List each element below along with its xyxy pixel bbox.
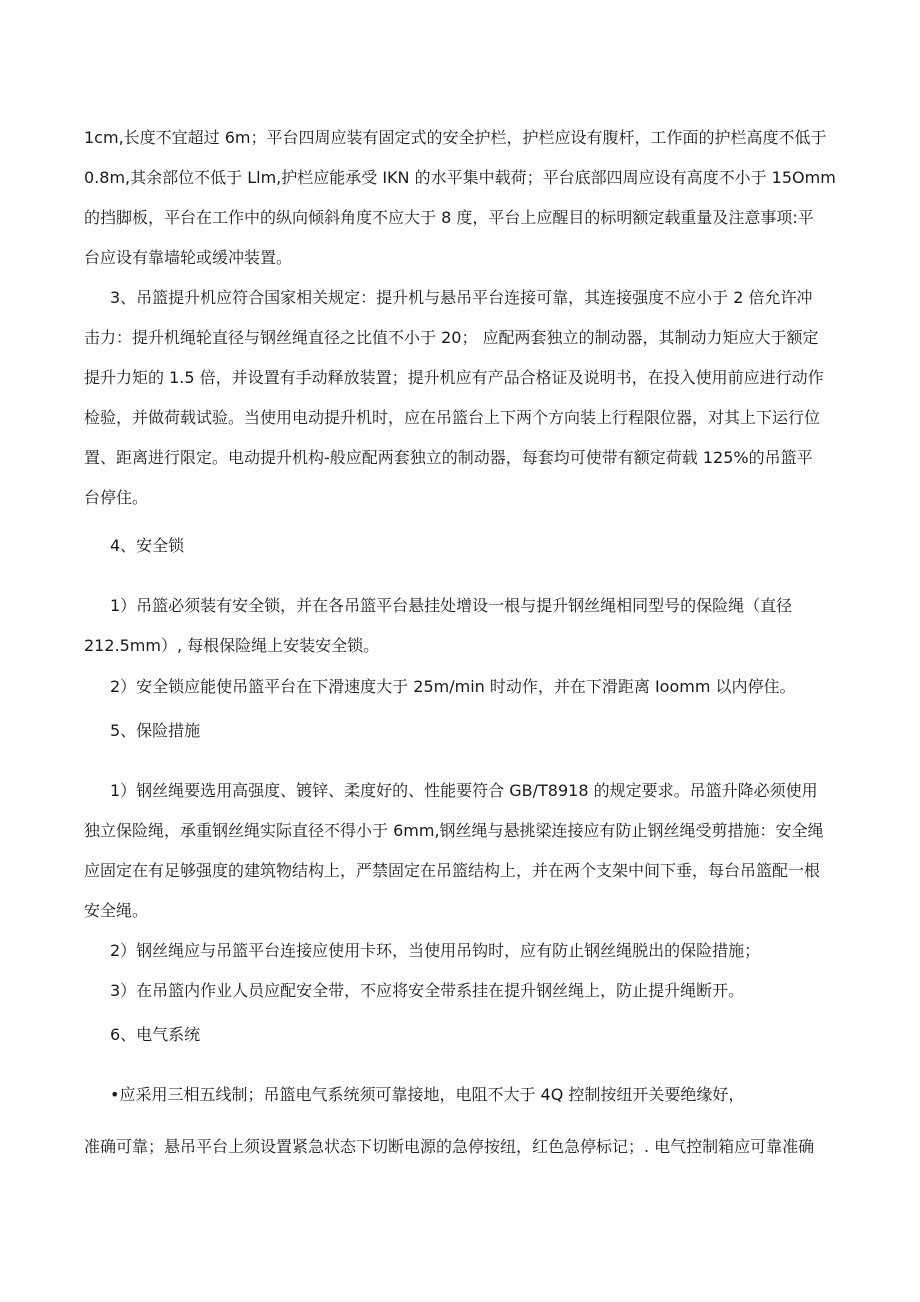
text-line: 0.8m,其余部位不低于 Llm,护栏应能承受 IKN 的水平集中载荷；平台底部四周应设有高度不小于 15Omm [84, 168, 836, 187]
list-item-5-1: 1）钢丝绳要选用高强度、镀锌、柔度好的、性能要符合 GB/T8918 的规定要求。吊篮升降必须使用 [110, 781, 818, 800]
list-item-5-2: 2）钢丝绳应与吊篮平台连接应使用卡环，当使用吊钩时，应有防止钢丝绳脱出的保险措施； [110, 941, 761, 960]
section-heading-4: 4、安全锁 [110, 536, 185, 555]
text-line: 应固定在有足够强度的建筑物结构上，严禁固定在吊篮结构上，并在两个支架中间下垂，每台吊篮配一根 [84, 861, 821, 880]
text-line: 1cm,长度不宜超过 6m；平台四周应装有固定式的安全护栏，护栏应设有腹杆，工作面的护栏高度不低于 [84, 128, 827, 147]
list-item-4-2: 2）安全锁应能使吊篮平台在下滑速度大于 25m∕min 时动作，并在下滑距离 Ioomm 以内停住。 [110, 677, 796, 696]
text-line: 置、距离进行限定。电动提升机构-般应配两套独立的制动器，每套均可使带有额定荷载 125%的吊篮平 [84, 448, 813, 467]
text-line: 212.5mm）, 每根保险绳上安装安全锁。 [84, 636, 380, 655]
section-heading-6: 6、电气系统 [110, 1025, 201, 1044]
text-line: 安全绳。 [84, 901, 149, 920]
section-heading-5: 5、保险措施 [110, 721, 201, 740]
section-3-paragraph-start: 3、吊篮提升机应符合国家相关规定：提升机与悬吊平台连接可靠，其连接强度不应小于 2 倍允许冲 [110, 288, 813, 307]
list-item-4-1: 1）吊篮必须装有安全锁，并在各吊篮平台悬挂处增设一根与提升钢丝绳相同型号的保险绳（直径 [110, 596, 793, 615]
text-line: 台停住。 [84, 488, 149, 507]
text-line: 提升力矩的 1.5 倍，并设置有手动释放装置；提升机应有产品合格证及说明书，在投入使用前应进行动作 [84, 368, 824, 387]
text-line: 独立保险绳，承重钢丝绳实际直径不得小于 6mm,钢丝绳与悬挑梁连接应有防止钢丝绳受剪措施：安全绳 [84, 821, 824, 840]
list-item-5-3: 3）在吊篮内作业人员应配安全带，不应将安全带系挂在提升钢丝绳上，防止提升绳断开。 [110, 981, 745, 1000]
text-line: 的挡脚板，平台在工作中的纵向倾斜角度不应大于 8 度，平台上应醒目的标明额定载重量及注意事项:平 [84, 208, 814, 227]
bullet-item: •应采用三相五线制；吊篮电气系统须可靠接地，电阻不大于 4Q 控制按纽开关要绝缘好， [110, 1085, 745, 1104]
text-line: 检验，并做荷载试验。当使用电动提升机时，应在吊篮台上下两个方向装上行程限位器，对其上下运行位 [84, 408, 821, 427]
text-line: 台应设有靠墙轮或缓冲装置。 [84, 248, 293, 267]
text-line: 准确可靠；悬吊平台上须设置紧急状态下切断电源的急停按纽，红色急停标记；. 电气控制箱应可靠准确 [84, 1137, 815, 1156]
text-line: 击力：提升机绳轮直径与钢丝绳直径之比值不小于 20； 应配两套独立的制动器，其制动力矩应大于额定 [84, 328, 819, 347]
